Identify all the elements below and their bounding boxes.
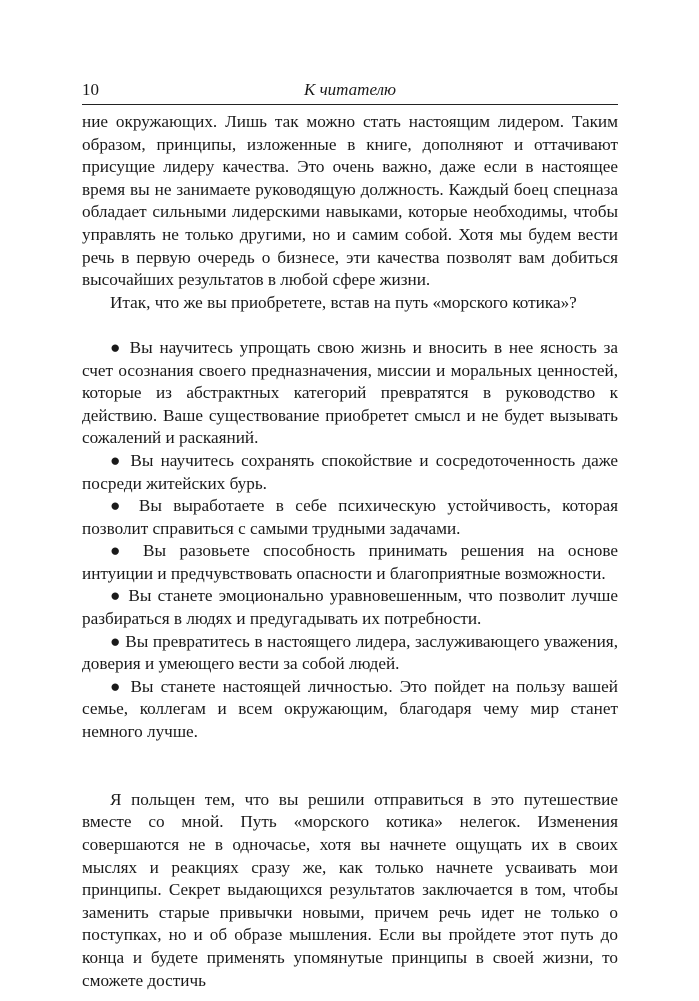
benefit-item — [82, 585, 618, 630]
benefit-text: Вы превратитесь в настоящего лидера, заслуживающего уважения, доверия и умеющего вести за собой людей. — [82, 631, 619, 674]
bullet-icon: ● — [110, 541, 130, 561]
running-title: К читателю — [304, 80, 396, 99]
benefit-text: Вы станете настоящей личностью. Это пойдет на пользу вашей семье, коллегам и всем окружающим, благодаря чему мир станет немного лучше. — [82, 676, 618, 742]
benefit-item — [82, 450, 618, 495]
bullet-icon: ● — [110, 450, 124, 470]
benefit-item — [82, 337, 618, 450]
benefit-text: Вы станете эмоционально уравновешенным, что позволит лучше разбираться в людях и предугадывать их потребности. — [82, 586, 619, 629]
benefit-item — [82, 540, 618, 585]
bullet-icon: ● — [110, 586, 123, 606]
benefit-item — [82, 676, 618, 744]
benefit-text: Вы разовьете способность принимать решения на основе интуиции и предчувствовать опасности и благоприятные возможности. — [82, 541, 618, 583]
benefit-item — [82, 631, 618, 676]
intro-continuation-paragraph: ние окружающих. Лишь так можно стать настоящим лидером. Таким образом, принципы, изложенные в книге, дополняют и оттачивают присущие лидеру качества. Это очень важно, даже если в настоящее время вы не занимаете руководящую должность. Каждый боец спецназа обладает сильными лидерскими навыками, которые необходимы, чтобы управлять не только другими, но и самим собой. Хотя мы будем вести речь в первую очередь о бизнесе, эти качества позволят вам добиться высочайших результатов в любой сфере жизни. — [82, 112, 618, 290]
benefit-text: Вы научитесь упрощать свою жизнь и вносить в нее ясность за счет осознания своего предназначения, миссии и моральных ценностей, которые из абстрактных категорий превратятся в руководство к действию. Ваше существование приобретет смысл и не будет вызывать сожалений и раскаяний. — [82, 337, 619, 448]
bullet-icon: ● — [110, 496, 128, 516]
benefit-text: Вы выработаете в себе психическую устойчивость, которая позволит справиться с самыми трудными задачами. — [82, 496, 618, 538]
bullet-icon: ● — [110, 676, 124, 696]
benefit-item — [82, 495, 618, 540]
page-header — [82, 78, 618, 105]
book-page — [82, 78, 618, 992]
bullet-icon: ● — [110, 631, 121, 651]
section-spacer — [82, 766, 618, 789]
section-spacer — [82, 314, 618, 337]
intro-question-paragraph: Итак, что же вы приобретете, встав на путь «морского котика»? — [110, 292, 577, 312]
page-number: 10 — [82, 80, 99, 99]
benefit-text: Вы научитесь сохранять спокойствие и сосредоточенность даже посреди житейских бурь. — [82, 450, 619, 493]
benefits-list — [82, 337, 618, 744]
section-spacer — [82, 744, 618, 767]
bullet-icon: ● — [110, 337, 123, 357]
page-body — [82, 111, 618, 992]
closing-paragraph: Я польщен тем, что вы решили отправиться в это путешествие вместе со мной. Путь «морского котика» нелегок. Изменения совершаются не в одночасье, хотя вы начнете ощущать их в своих мыслях и реакциях сразу же, как только начнете усваивать мои принципы. Секрет выдающихся результатов заключается в том, чтобы заменить старые привычки новыми, причем речь идет не только о поступках, но и об образе мышления. Если вы пройдете этот путь до конца и будете применять упомянутые принципы в своей жизни, то сможете достичь — [82, 789, 618, 990]
